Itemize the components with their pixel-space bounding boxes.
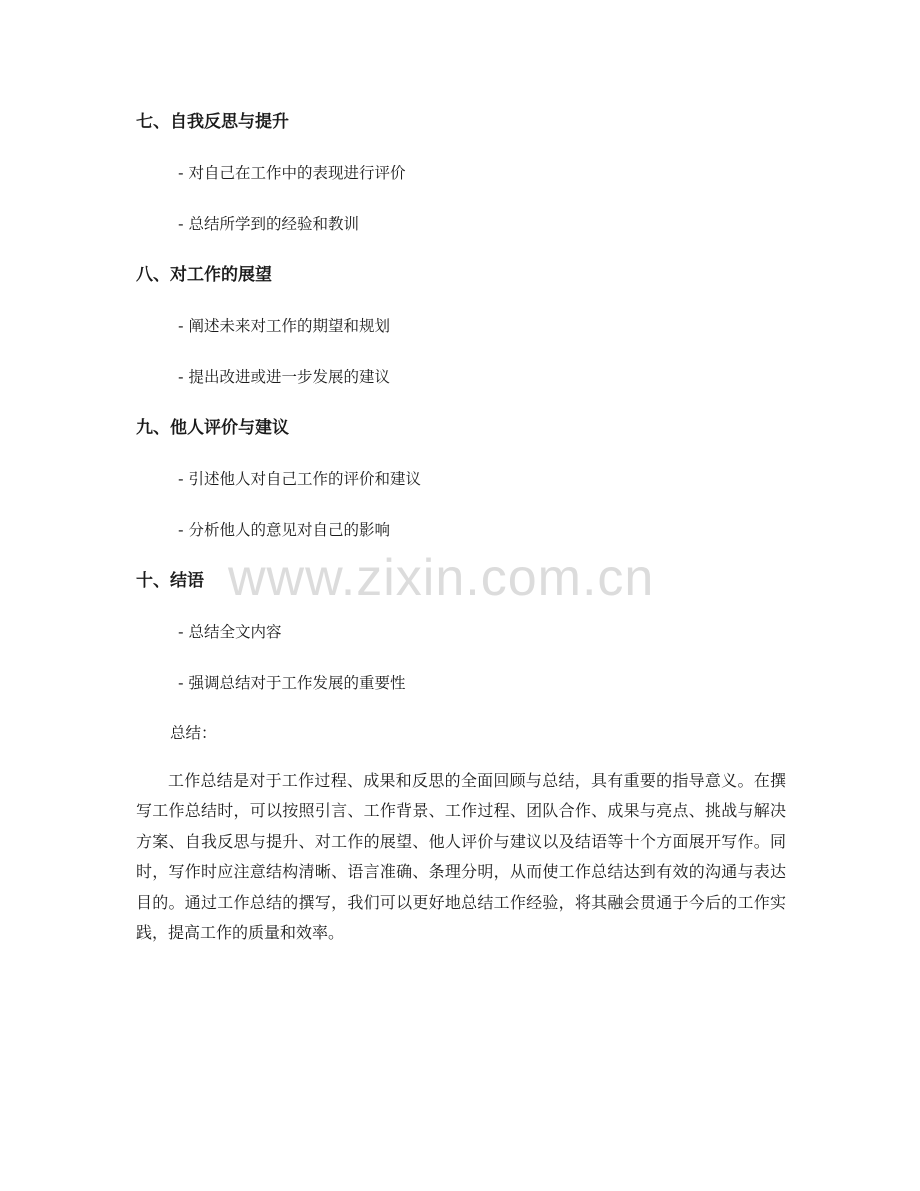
- list-item: - 分析他人的意见对自己的影响: [178, 521, 391, 539]
- list-item: - 阐述未来对工作的期望和规划: [178, 317, 391, 335]
- list-item: - 引述他人对自己工作的评价和建议: [178, 470, 422, 488]
- list-item: - 提出改进或进一步发展的建议: [178, 368, 391, 386]
- list-item: - 总结全文内容: [178, 623, 282, 641]
- list-item: - 强调总结对于工作发展的重要性: [178, 674, 406, 692]
- watermark: www.zixin.com.cn: [228, 549, 655, 607]
- summary-paragraph: 工作总结是对于工作过程、成果和反思的全面回顾与总结，具有重要的指导意义。在撰写工作总结时，可以按照引言、工作背景、工作过程、团队合作、成果与亮点、挑战与解决方案、自我反思与提升、对工作的展望、他人评价与建议以及结语等十个方面展开写作。同时，写作时应注意结构清晰、语言准确、条理分明，从而使工作总结达到有效的沟通与表达目的。通过工作总结的撰写，我们可以更好地总结工作经验，将其融会贯通于今后的工作实践，提高工作的质量和效率。: [136, 771, 786, 943]
- section-heading-9: 九、他人评价与建议: [136, 418, 289, 438]
- section-heading-7: 七、自我反思与提升: [136, 112, 289, 132]
- list-item: - 总结所学到的经验和教训: [178, 215, 360, 233]
- section-heading-10: 十、结语: [136, 571, 204, 591]
- summary-label: 总结：: [170, 724, 217, 742]
- section-heading-8: 八、对工作的展望: [136, 265, 272, 285]
- list-item: - 对自己在工作中的表现进行评价: [178, 164, 406, 182]
